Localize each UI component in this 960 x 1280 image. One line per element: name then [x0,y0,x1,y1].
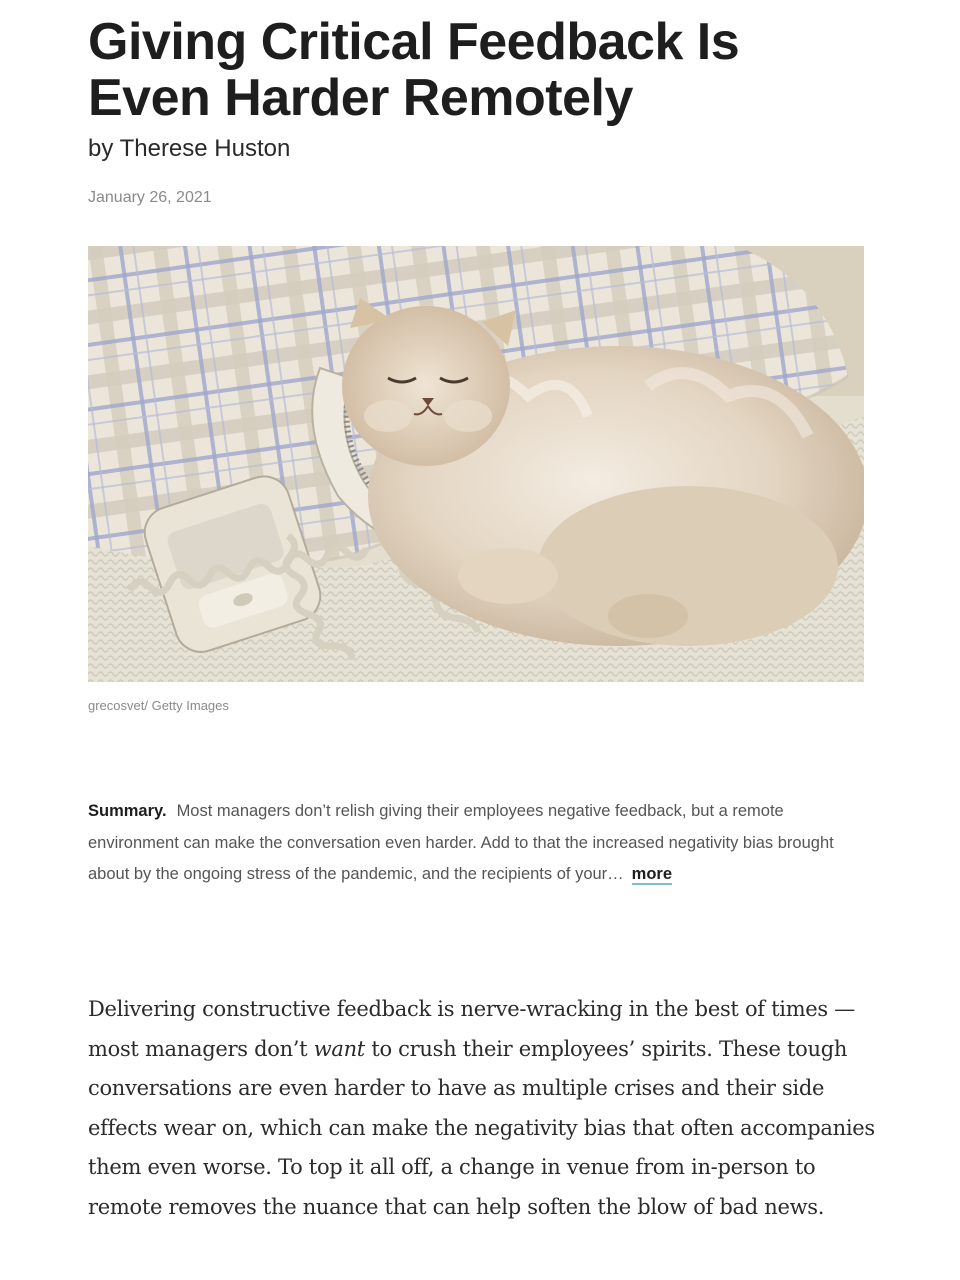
cat-with-phone-illustration [88,246,864,682]
article-body-paragraph [88,990,878,1227]
body-text-part1: Delivering constructive feedback is nerve-wracking in the best of times — most managers don’t [88,997,855,1061]
publish-date: January 26, 2021 [88,189,212,206]
article-title: Giving Critical Feedback Is Even Harder Remotely [88,13,740,127]
summary-text: Most managers don’t relish giving their employees negative feedback, but a remote environment can make the conversation even harder. Add to that the increased negativity bias brought about by the ongoing stress of the pandemic, and the recipients of your… [88,802,834,883]
hero-image [88,246,864,682]
body-text-emphasis: want [313,1036,365,1061]
body-text-part2: to crush their employees’ spirits. These tough conversations are even harder to have as multiple crises and their side effects wear on, which can make the negativity bias that often accompanies them even worse. To top it all off, a change in venue from in-person to remote removes the nuance that can help soften the blow of bad news. [88,1036,875,1219]
summary-label: Summary. [88,802,167,820]
author-byline[interactable]: by Therese Huston [88,135,291,162]
image-credit: grecosvet/ Getty Images [88,698,229,713]
summary-more-link[interactable]: more [631,865,673,883]
article-summary [88,796,868,891]
